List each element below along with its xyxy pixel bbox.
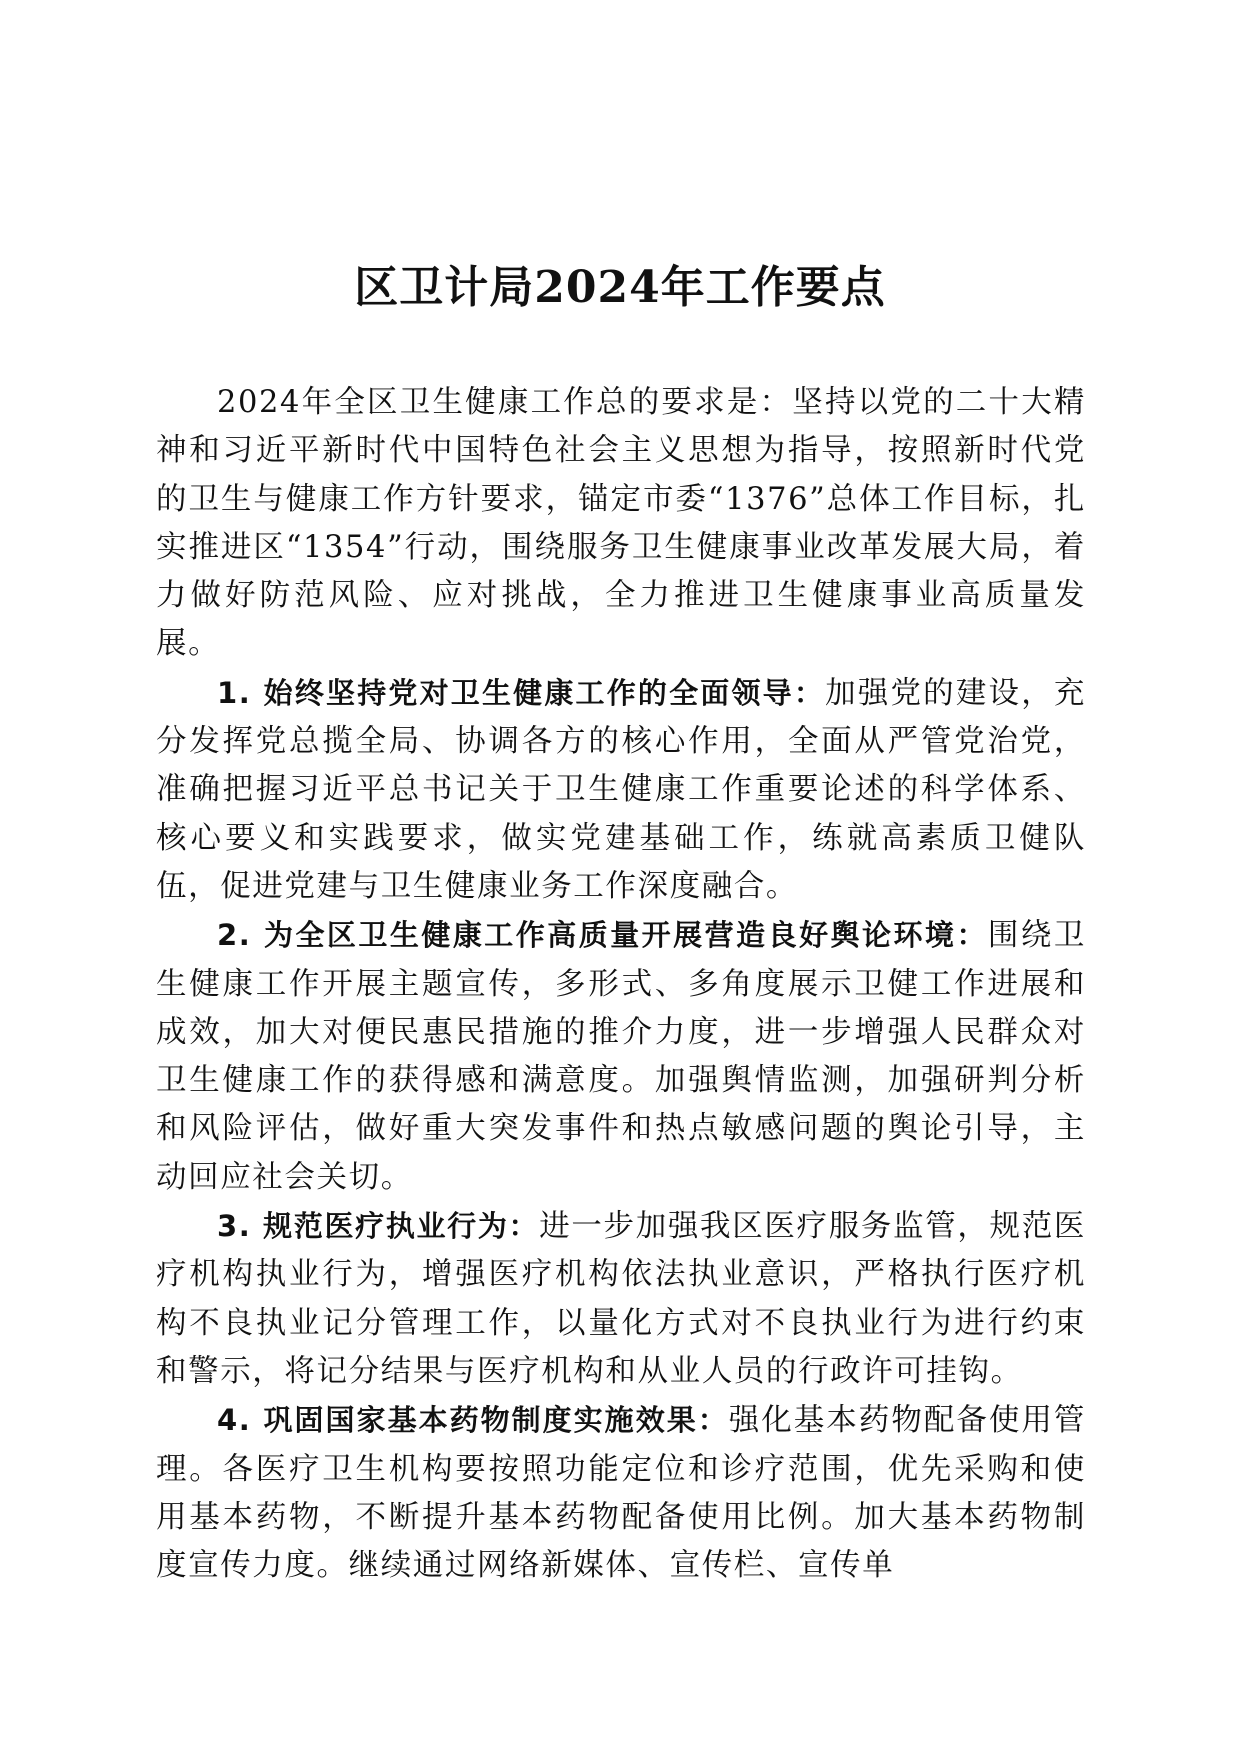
document-body: [156, 379, 1086, 1590]
item-paragraph-2: [156, 911, 1086, 1202]
item-text: 围绕卫生健康工作开展主题宣传，多形式、多角度展示卫健工作进展和成效，加大对便民惠民措施的推介力度，进一步增强人民群众对卫生健康工作的获得感和满意度。加强舆情监测，加强研判分析和风险评估，做好重大突发事件和热点敏感问题的舆论引导，主动回应社会关切。: [156, 918, 1086, 1195]
item-text: 进一步加强我区医疗服务监管，规范医疗机构执业行为，增强医疗机构依法执业意识，严格执行医疗机构不良执业记分管理工作，以量化方式对不良执业行为进行约束和警示，将记分结果与医疗机构和从业人员的行政许可挂钩。: [156, 1209, 1086, 1389]
item-paragraph-1: [156, 669, 1086, 911]
intro-paragraph: 2024年全区卫生健康工作总的要求是：坚持以党的二十大精神和习近平新时代中国特色社会主义思想为指导，按照新时代党的卫生与健康工作方针要求，锚定市委“1376”总体工作目标，扎实推进区“1354”行动，围绕服务卫生健康事业改革发展大局，着力做好防范风险、应对挑战，全力推进卫生健康事业高质量发展。: [156, 385, 1086, 662]
document-title: 区卫计局2024年工作要点: [354, 262, 886, 313]
item-heading: 2. 为全区卫生健康工作高质量开展营造良好舆论环境：: [217, 918, 988, 953]
item-text: 加强党的建设，充分发挥党总揽全局、协调各方的核心作用，全面从严管党治党，准确把握习近平总书记关于卫生健康工作重要论述的科学体系、核心要义和实践要求，做实党建基础工作，练就高素质卫健队伍，促进党建与卫生健康业务工作深度融合。: [156, 675, 1086, 904]
item-heading: 4. 巩固国家基本药物制度实施效果：: [217, 1403, 729, 1438]
item-text: 强化基本药物配备使用管理。各医疗卫生机构要按照功能定位和诊疗范围，优先采购和使用基本药物，不断提升基本药物配备使用比例。加大基本药物制度宣传力度。继续通过网络新媒体、宣传栏、宣传单: [156, 1403, 1087, 1584]
item-paragraph-3: [156, 1202, 1086, 1396]
item-heading: 3. 规范医疗执业行为：: [217, 1209, 540, 1244]
item-heading: 1. 始终坚持党对卫生健康工作的全面领导：: [217, 675, 826, 710]
item-paragraph-4: [156, 1396, 1086, 1590]
